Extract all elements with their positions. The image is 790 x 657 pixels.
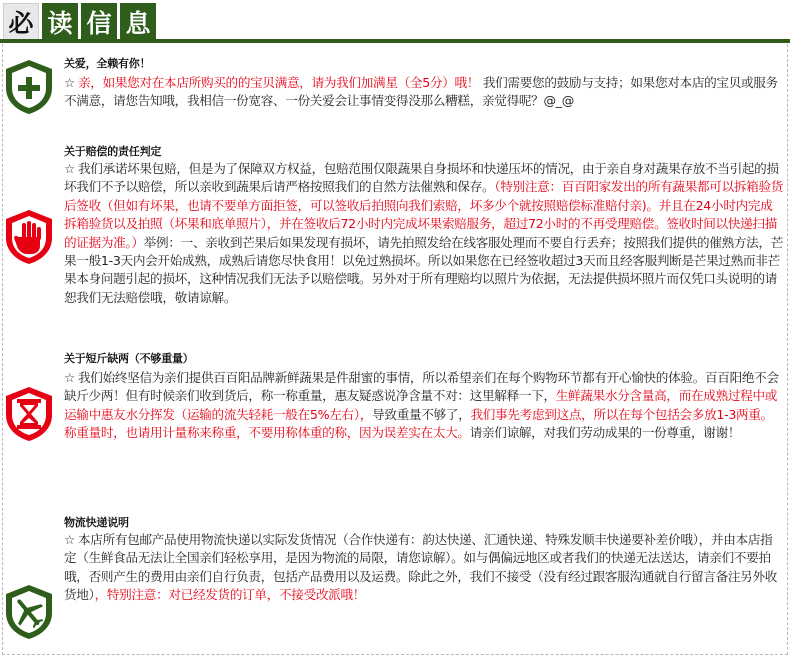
text-run-highlight: ，特别注意：对已经发货的订单，不接受改派哦！ [94,587,366,603]
section-title: 关爱，全赖有你！ [64,57,151,70]
title-char: 信 [81,3,117,41]
star-icon: ☆ [64,161,75,176]
shield-plus-icon [2,58,56,116]
text-run-highlight: 亲，如果您对在本店所购买的的宝贝满意，请为我们加满星（全5分）哦！ [78,75,480,90]
text-run-highlight: 我们事先考虑到这点，所以在每个包括会多放1-3两重。称重量时，也请用计量称来称重，不要用称体重的称，因为误差实在太大。 [64,406,773,441]
section-compensation [0,138,790,328]
text-run: 我们始终坚信为亲们提供百百阳品牌新鲜蔬果是件甜蜜的事情，所以希望亲们在每个购物环节都有开心愉快的体验。百百阳绝不会缺斤少两！但有时候亲们收到货后，称一称重量，惠友疑惑说净含量不对：这里解释一下， [64,370,779,404]
star-icon: ☆ [64,532,75,547]
header-divider [0,39,790,43]
title-char: 息 [120,3,156,41]
page-title [3,3,159,41]
hourglass-icon [2,385,56,443]
text-run: 举例：一、亲收到芒果后如果发现有损坏，请先拍照发给在线客服处理而不要自行丢弃；按照我们提供的催熟方法，芒果一般1-3天内会开始成熟，成熟后请您尽快食用！以免过熟损坏。所以如果您在已经签收超过3天而且经客服判断是芒果过熟而非芒果本身问题引起的损坏，这种情况我们无法予以赔偿哦。另外对于所有理赔均以照片为依据，无法提供损坏照片而仅凭口头说明的请恕我们无法赔偿哦，敬请谅解。 [64,234,784,305]
section-logistics [0,509,790,655]
section-body [64,74,784,111]
section-body [64,160,784,307]
star-icon: ☆ [64,370,75,385]
text-run: 请亲们谅解，对我们劳动成果的一份尊重，谢谢！ [469,425,741,441]
text-run: 我们承诺坏果包赔，但是为了保障双方权益，包赔范围仅限蔬果自身损坏和快递压坏的情况，由于亲自身对蔬果存放不当引起的损坏我们不予以赔偿，所以亲收到蔬果后请严格按照我们的自然方法催熟和保存。 [64,161,779,195]
title-char: 必 [3,3,39,41]
title-char: 读 [42,3,78,41]
text-run: 我们需要您的鼓励与支持；如果您对本店的宝贝或服务不满意，请您告知哦，我相信一份宽容、一份关爱会让事情变得没那么糟糕，亲觉得呢？@_@ [64,75,778,109]
section-title: 关于赔偿的责任判定 [64,145,162,158]
text-run: 导致重量不够了， [372,406,471,422]
text-run-highlight: 生鲜蔬果水分含量高，而在成熟过程中或运输中惠友水分挥发（运输的流失轻耗一般在5%左右）， [64,388,778,422]
hand-stop-icon [2,208,56,266]
page-header [0,0,790,44]
section-title: 关于短斤缺两（不够重量） [64,352,194,365]
airplane-icon [2,583,56,641]
section-body [64,369,784,443]
text-run: 本店所有包邮产品使用物流快递以实际发货情况（合作快递有：韵达快递、汇通快递、特殊发顺丰快递要补差价哦），并由本店指定（生鲜食品无法让全国亲们轻松享用，是因为物流的局限，请您谅解）。如与偶偏远地区或者我们的快递无法送达，请亲们不要拍哦，否则产生的费用由亲们自行负责，包括产品费用以及运费。除此之外，我们不接受（没有经过跟客服沟通就自行留言备注另外收货地） [64,532,778,603]
section-title: 物流快递说明 [64,516,129,529]
section-weight [0,345,790,465]
section-care [0,50,790,140]
section-body [64,531,784,605]
text-run-highlight: （特别注意：百百阳家发出的所有蔬果都可以拆箱验货后签收（但如有坏果，也请不要单方面拒签，可以签收后拍照向我们索赔，坏多少个就按照赔偿标准赔付亲)。并且在24小时内完成拆箱验货以及拍照（坏果和底单照片），并在签收后72小时内完成坏果索赔服务，超过72小时的不再受理赔偿。签收时间以快递扫描的证据为准。） [64,179,784,250]
star-icon: ☆ [64,75,75,90]
